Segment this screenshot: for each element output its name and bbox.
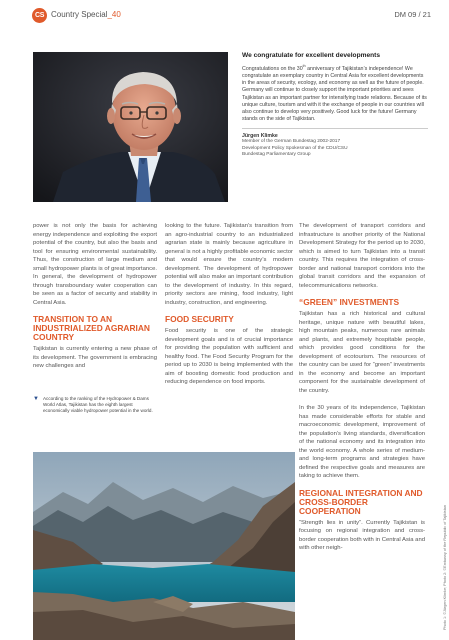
portrait-photo xyxy=(33,52,228,202)
page-header xyxy=(0,0,449,44)
quote-box xyxy=(242,52,428,158)
photo-credit xyxy=(437,470,445,630)
column-1 xyxy=(33,222,157,371)
paragraph: power is not only the basis for achieving energy independence and exploiting the export potential of the country, but also the basis and tool for ensuring environmental sustainability. Thus, the construction of large medium and small hydropower plants is of great importance. In general, the development of hydropower through transboundary water cooperation can be seen as a factor of security and stability in Central Asia. xyxy=(33,223,157,306)
quote-body-start: Congratulations on the 30 xyxy=(242,65,303,72)
page-number: _40 xyxy=(107,10,121,19)
issue-date: DM 09 / 21 xyxy=(394,10,431,19)
paragraph: “Strength lies in unity”. Currently Tajikistan is focusing on regional integration and cross-border cooperation both with in Central Asia and with other neigh- xyxy=(299,519,425,551)
photo-caption xyxy=(33,396,153,414)
paragraph: Tajikistan has a rich historical and cultural heritage, unique nature with beautiful lakes, high mountain peaks, numerous rare animals and plants, and extremely hospitable people, which provides good conditions for the development of ecotourism. The resources of the country can be used for “green” investments in the economy and become an important component for the sustainable development of the country. xyxy=(299,311,425,394)
spacer xyxy=(299,395,425,404)
quote-body xyxy=(242,63,428,123)
paragraph: Tajikistan is currently entering a new phase of its development. The government is embracing new challenges and xyxy=(33,346,157,369)
paragraph: In the 30 years of its independence, Tajikistan has made considerable efforts for stable and macroeconomic development, improvement of the population’s living standards, diversification of the national economy and its integration into the world economy. A whole series of medium- and long-term programs and strategies have defined the respective goals and measures are taking to achieve them. xyxy=(299,405,425,479)
quote-body-sup: th xyxy=(302,64,306,68)
quote-author-role-1: Member of the German Bundestag 2002-2017 xyxy=(242,139,341,145)
quote-divider xyxy=(242,128,428,129)
paragraph: looking to the future. Tajikistan’s transition from an agro-industrial country to an industrialized agrarian state is mainly because agriculture in general is not a highly profitable economic sector that would ensure the country’s modern development. The development of hydropower potential will also make an important contribution to the development of industry. In this regard, priority sectors are mining, food industry, light industry, construction, and engineering. xyxy=(165,223,293,306)
column-3 xyxy=(299,222,425,553)
quote-body-rest: anniversary of Tajikistan’s independence! We congratulate an exemplary country in Central Asia for excellent developments in the areas of security, ecology, and economy as well as the future of people. Germany will continue to closely support the important priorities and sees Tajikistan as an important partner for intensifying trade relations. Because of its unique culture, tourism and with it the exchange of people in our countries will also continue to develop very positively. Good luck for the future! Germany stands on the side of Tajikistan. xyxy=(242,65,427,123)
quote-heading: We congratulate for excellent developments xyxy=(242,52,381,59)
section-heading-regional-integration: REGIONAL INTEGRATION AND CROSS-BORDER COOPERATION xyxy=(299,487,423,516)
section-heading-green-investments: “GREEN” INVESTMENTS xyxy=(299,297,400,307)
column-2 xyxy=(165,222,293,387)
section-heading-industrialized: TRANSITION TO AN INDUSTRIALIZED AGRARIAN COUNTRY xyxy=(33,314,150,342)
section-heading-food-security: FOOD SECURITY xyxy=(165,314,234,324)
paragraph: The development of transport corridors and infrastructure is another priority of the National Development Strategy for the period up to 2030, which is aimed to turn Tajikistan into a transit country. This requires the integration of cross-border and national transport corridors into the global transit corridors and the expansion of telecommunications networks. xyxy=(299,223,425,289)
quote-author-role-3: Bundestag Parliamentary Group xyxy=(242,151,311,157)
reservoir-landscape-photo xyxy=(33,452,295,640)
caption-text: According to the ranking of the Hydropower & Dams World Atlas, Tajikistan has the eighth largest economically viable hydropower potential in the world. xyxy=(42,396,153,413)
section-badge: CS xyxy=(32,8,47,23)
section-title xyxy=(51,10,121,19)
section-name: Country Special xyxy=(51,10,108,19)
paragraph: Food security is one of the strategic development goals and is of crucial importance for providing the population with sufficient and healthy food. The Food Security Program for the period up to 2030 is being implemented with the aim of boosting domestic food production and reducing dependence on food imports. xyxy=(165,328,293,385)
quote-author-role-2: Development Policy Spokesman of the CDU/CSU xyxy=(242,145,348,151)
triangle-down-icon: ▼ xyxy=(33,396,39,402)
quote-author: Jürgen Klimke xyxy=(242,133,278,140)
photo-credit-text: Photo 1: ©Jürgen Klimke; Photo 2: ©Embassy of the Republic of Tajikistan xyxy=(443,505,447,630)
